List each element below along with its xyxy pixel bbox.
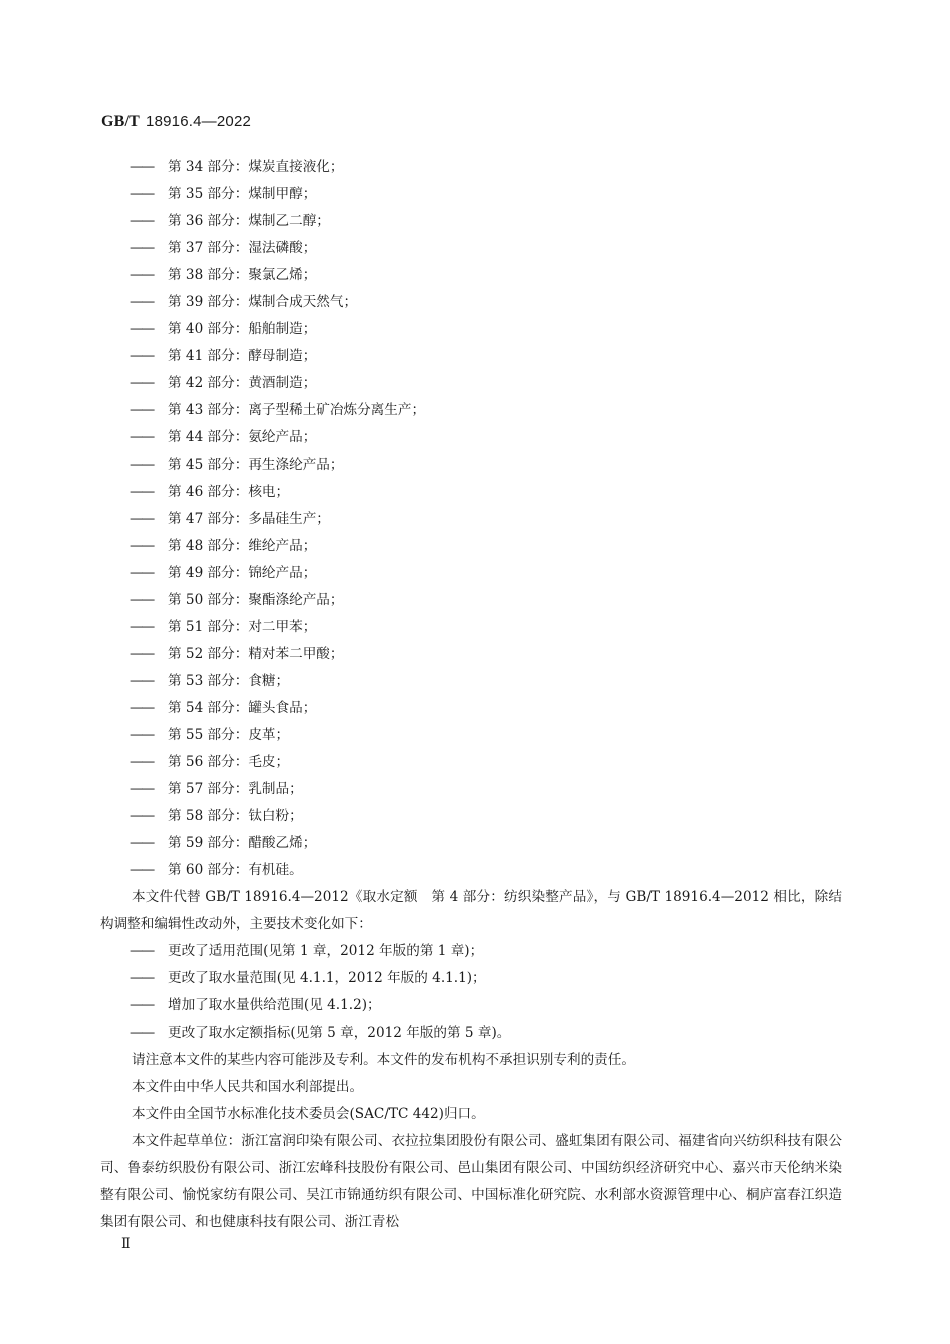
list-item-text: 第 54 部分：罐头食品； (168, 699, 317, 716)
em-dash-bullet: —— (130, 294, 154, 311)
list-item (100, 965, 842, 992)
em-dash-bullet: —— (130, 564, 154, 581)
em-dash-bullet: —— (130, 672, 154, 689)
list-item-text: 第 56 部分：毛皮； (168, 754, 290, 771)
list-item (100, 776, 842, 803)
list-item (100, 830, 842, 857)
em-dash-bullet: —— (130, 835, 154, 852)
list-item (100, 289, 842, 316)
em-dash-bullet: —— (130, 402, 154, 419)
list-item (100, 749, 842, 776)
em-dash-bullet: —— (130, 186, 154, 203)
em-dash-bullet: —— (130, 267, 154, 284)
standard-number: 18916.4—2022 (146, 113, 252, 130)
em-dash-bullet: —— (130, 591, 154, 608)
list-item-text: 第 58 部分：钛白粉； (168, 808, 303, 825)
em-dash-bullet: —— (130, 240, 154, 257)
em-dash-bullet: —— (130, 726, 154, 743)
list-item-text: 第 40 部分：船舶制造； (168, 321, 317, 338)
list-item (100, 370, 842, 397)
list-item (100, 614, 842, 641)
em-dash-bullet: —— (130, 429, 154, 446)
em-dash-bullet: —— (130, 1024, 154, 1041)
list-item (100, 938, 842, 965)
drafting-units: 本文件起草单位：浙江富润印染有限公司、衣拉拉集团股份有限公司、盛虹集团有限公司、福建省向兴纺织科技有限公司、鲁泰纺织股份有限公司、浙江宏峰科技股份有限公司、邑山集团有限公司、中国纺织经济研究中心、嘉兴市天伦纳米染整有限公司、愉悦家纺有限公司、吴江市锦通纺织有限公司、中国标准化研究院、水利部水资源管理中心、桐庐富春江织造集团有限公司、和也健康科技有限公司、浙江青松 (100, 1132, 842, 1230)
list-item (100, 641, 842, 668)
list-item-text: 第 55 部分：皮革； (168, 726, 290, 743)
em-dash-bullet: —— (130, 618, 154, 635)
list-item-text: 更改了取水定额指标(见第 5 章，2012 年版的第 5 章)。 (168, 1024, 511, 1041)
managed-by: 本文件由全国节水标准化技术委员会(SAC/TC 442)归口。 (132, 1105, 485, 1122)
em-dash-bullet: —— (130, 943, 154, 960)
em-dash-bullet: —— (130, 645, 154, 662)
list-item-text: 第 39 部分：煤制合成天然气； (168, 294, 358, 311)
list-item-text: 第 60 部分：有机硅。 (168, 862, 303, 879)
document-body (100, 154, 842, 1236)
list-item (100, 668, 842, 695)
replacement-paragraph: 本文件代替 GB/T 18916.4—2012《取水定额 第 4 部分：纺织染整产品》，与 GB/T 18916.4—2012 相比，除结构调整和编辑性改动外，主要技术变化如下： (100, 889, 842, 933)
list-item-text: 第 57 部分：乳制品； (168, 781, 303, 798)
list-item (100, 316, 842, 343)
list-item-text: 第 51 部分：对二甲苯； (168, 618, 317, 635)
list-item-text: 第 48 部分：维纶产品； (168, 537, 317, 554)
list-item-text: 更改了取水量范围(见 4.1.1，2012 年版的 4.1.1)； (168, 970, 486, 987)
list-item-text: 第 36 部分：煤制乙二醇； (168, 213, 330, 230)
list-item (100, 235, 842, 262)
em-dash-bullet: —— (130, 699, 154, 716)
em-dash-bullet: —— (130, 510, 154, 527)
em-dash-bullet: —— (130, 862, 154, 879)
list-item (100, 343, 842, 370)
list-item-text: 第 43 部分：离子型稀土矿冶炼分离生产； (168, 402, 426, 419)
list-item (100, 424, 842, 451)
em-dash-bullet: —— (130, 997, 154, 1014)
list-item (100, 803, 842, 830)
list-item-text: 第 45 部分：再生涤纶产品； (168, 456, 344, 473)
changes-list (100, 938, 842, 1046)
patent-notice: 请注意本文件的某些内容可能涉及专利。本文件的发布机构不承担识别专利的责任。 (132, 1051, 635, 1068)
parts-list (100, 154, 842, 884)
list-item (100, 1020, 842, 1047)
list-item (100, 533, 842, 560)
list-item (100, 722, 842, 749)
list-item (100, 695, 842, 722)
list-item-text: 第 38 部分：聚氯乙烯； (168, 267, 317, 284)
list-item (100, 452, 842, 479)
em-dash-bullet: —— (130, 456, 154, 473)
list-item-text: 增加了取水量供给范围(见 4.1.2)； (168, 997, 381, 1014)
list-item (100, 560, 842, 587)
page-number: Ⅱ (121, 1237, 131, 1252)
list-item-text: 第 46 部分：核电； (168, 483, 290, 500)
em-dash-bullet: —— (130, 348, 154, 365)
em-dash-bullet: —— (130, 808, 154, 825)
list-item (100, 208, 842, 235)
list-item-text: 第 37 部分：湿法磷酸； (168, 240, 317, 257)
list-item (100, 587, 842, 614)
list-item-text: 第 42 部分：黄酒制造； (168, 375, 317, 392)
em-dash-bullet: —— (130, 159, 154, 175)
list-item (100, 479, 842, 506)
list-item-text: 第 41 部分：酵母制造； (168, 348, 317, 365)
em-dash-bullet: —— (130, 781, 154, 798)
em-dash-bullet: —— (130, 537, 154, 554)
list-item-text: 第 44 部分：氨纶产品； (168, 429, 317, 446)
list-item-text: 第 50 部分：聚酯涤纶产品； (168, 591, 344, 608)
list-item-text: 第 49 部分：锦纶产品； (168, 564, 317, 581)
list-item (100, 154, 842, 181)
list-item-text: 更改了适用范围(见第 1 章，2012 年版的第 1 章)； (168, 943, 484, 960)
em-dash-bullet: —— (130, 213, 154, 230)
em-dash-bullet: —— (130, 375, 154, 392)
list-item (100, 262, 842, 289)
em-dash-bullet: —— (130, 754, 154, 771)
list-item-text: 第 35 部分：煤制甲醇； (168, 186, 317, 203)
list-item-text: 第 52 部分：精对苯二甲酸； (168, 645, 344, 662)
list-item-text: 第 59 部分：醋酸乙烯； (168, 835, 317, 852)
em-dash-bullet: —— (130, 321, 154, 338)
list-item-text: 第 34 部分：煤炭直接液化； (168, 159, 344, 175)
list-item (100, 506, 842, 533)
list-item-text: 第 53 部分：食糖； (168, 672, 290, 689)
list-item (100, 181, 842, 208)
document-header (101, 112, 251, 131)
list-item (100, 992, 842, 1019)
proposed-by: 本文件由中华人民共和国水利部提出。 (132, 1078, 364, 1095)
standard-code: GB/T (101, 113, 141, 130)
em-dash-bullet: —— (130, 970, 154, 987)
em-dash-bullet: —— (130, 483, 154, 500)
list-item (100, 397, 842, 424)
list-item (100, 857, 842, 884)
list-item-text: 第 47 部分：多晶硅生产； (168, 510, 330, 527)
